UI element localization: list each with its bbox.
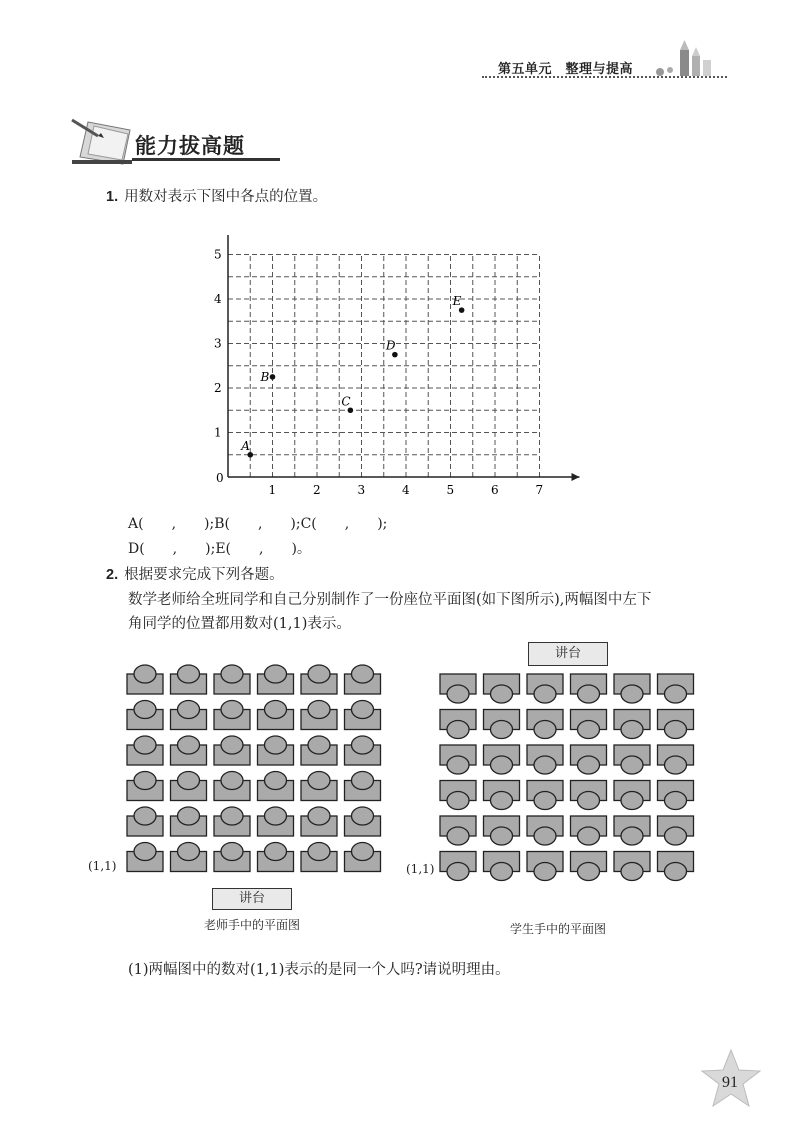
seat [214, 843, 250, 872]
student-head [621, 756, 643, 774]
x-tick-label: 0 [216, 471, 224, 485]
student-head [265, 807, 287, 825]
seat [440, 852, 476, 881]
seat [171, 807, 207, 836]
seat [571, 710, 607, 739]
seat [214, 807, 250, 836]
student-head [665, 721, 687, 739]
question-1 [106, 185, 327, 206]
seat [345, 843, 381, 872]
student-head [447, 863, 469, 881]
seat [127, 701, 163, 730]
seat [345, 772, 381, 801]
student-head [578, 863, 600, 881]
seat [614, 674, 650, 703]
x-tick-label: 4 [402, 483, 410, 497]
seat [658, 852, 694, 881]
answer-line-1: A( , );B( , );C( , ); [128, 516, 388, 532]
seat [258, 843, 294, 872]
seat [614, 781, 650, 810]
seat [571, 852, 607, 881]
x-tick-label: 7 [535, 483, 544, 497]
pencils-decoration-icon [640, 40, 730, 80]
seat [484, 745, 520, 774]
y-tick-label: 4 [214, 292, 222, 306]
y-tick-label: 3 [214, 336, 222, 351]
student-head [534, 792, 556, 810]
student-head [621, 792, 643, 810]
teacher-seat-plan [125, 662, 385, 884]
student-head [578, 756, 600, 774]
seat [527, 745, 563, 774]
student-head [134, 665, 156, 683]
student-head [265, 701, 287, 719]
seat [571, 674, 607, 703]
seat [301, 772, 337, 801]
student-head [447, 721, 469, 739]
student-head [265, 736, 287, 754]
seat [527, 674, 563, 703]
seat [258, 807, 294, 836]
section-title: 能力拔高题 [135, 134, 245, 158]
seat [527, 710, 563, 739]
notebook-pencil-icon [68, 112, 140, 172]
seat [171, 843, 207, 872]
student-head [265, 665, 287, 683]
student-head [621, 863, 643, 881]
unit-header: 第五单元 整理与提高 [498, 62, 634, 77]
seat [301, 843, 337, 872]
student-head [265, 843, 287, 861]
seat [571, 745, 607, 774]
seat [484, 710, 520, 739]
seat [127, 736, 163, 765]
question-2-description-line-2: 角同学的位置都用数对(1,1)表示。 [128, 616, 351, 632]
seat [258, 772, 294, 801]
student-head [178, 843, 200, 861]
student-head [491, 792, 513, 810]
student-head [134, 701, 156, 719]
student-head [621, 721, 643, 739]
seat [127, 807, 163, 836]
question-2-number: 2. [106, 567, 119, 583]
x-axis-arrow [572, 473, 580, 481]
seat [258, 665, 294, 694]
answer-line-2: D( , );E( , )。 [128, 541, 311, 557]
point-label-a: A [241, 438, 250, 453]
student-head [578, 827, 600, 845]
student-head [491, 863, 513, 881]
student-head [178, 772, 200, 790]
title-underline [132, 158, 280, 161]
seat [658, 781, 694, 810]
student-head [534, 721, 556, 739]
student-head [665, 756, 687, 774]
x-tick-label: 6 [491, 483, 499, 497]
student-head [534, 827, 556, 845]
seat [214, 665, 250, 694]
x-tick-label: 5 [446, 483, 455, 497]
question-2-description-line-1: 数学老师给全班同学和自己分别制作了一份座位平面图(如下图所示),两幅图中左下 [128, 592, 652, 608]
seat [527, 781, 563, 810]
student-head [308, 665, 330, 683]
seat [658, 745, 694, 774]
seat [440, 710, 476, 739]
student-head [221, 843, 243, 861]
student-head [134, 772, 156, 790]
student-head [308, 843, 330, 861]
student-head [352, 772, 374, 790]
seat [214, 701, 250, 730]
question-2-text: 根据要求完成下列各题。 [124, 567, 284, 583]
seat [171, 701, 207, 730]
seat [527, 816, 563, 845]
student-head [578, 685, 600, 703]
seat [440, 674, 476, 703]
student-head [621, 827, 643, 845]
seat [571, 816, 607, 845]
seat [214, 736, 250, 765]
point-c [348, 407, 354, 413]
student-head [447, 792, 469, 810]
point-d [392, 352, 398, 358]
point-e [459, 307, 465, 313]
seat [614, 816, 650, 845]
seat [614, 852, 650, 881]
student-head [534, 685, 556, 703]
seat [171, 736, 207, 765]
student-head [178, 736, 200, 754]
student-head [352, 701, 374, 719]
x-tick-label: 3 [357, 483, 366, 497]
student-head [447, 756, 469, 774]
student-head [352, 736, 374, 754]
student-head [621, 685, 643, 703]
seat [345, 807, 381, 836]
student-seat-plan [438, 670, 698, 892]
podium-teacher-plan: 讲台 [212, 888, 292, 910]
seat [614, 710, 650, 739]
seat [484, 781, 520, 810]
seat [484, 674, 520, 703]
student-head [352, 665, 374, 683]
question-1-text: 用数对表示下图中各点的位置。 [124, 189, 328, 205]
student-head [308, 701, 330, 719]
origin-label-teacher: (1,1) [88, 859, 117, 873]
sub-question-1: (1)两幅图中的数对(1,1)表示的是同一个人吗?请说明理由。 [128, 962, 510, 978]
seat [345, 665, 381, 694]
point-label-b: B [260, 369, 270, 384]
student-head [221, 736, 243, 754]
student-head [134, 843, 156, 861]
x-tick-label: 2 [313, 483, 321, 497]
seat [127, 843, 163, 872]
student-head [352, 843, 374, 861]
point-label-d: D [385, 338, 396, 353]
seat [658, 816, 694, 845]
seat [127, 772, 163, 801]
caption-teacher-plan: 老师手中的平面图 [204, 918, 301, 932]
y-tick-label: 1 [214, 425, 222, 440]
origin-label-student: (1,1) [406, 862, 435, 876]
seat [171, 772, 207, 801]
student-head [447, 685, 469, 703]
student-head [447, 827, 469, 845]
caption-student-plan: 学生手中的平面图 [510, 922, 607, 936]
student-head [221, 701, 243, 719]
seat [301, 807, 337, 836]
seat [127, 665, 163, 694]
seat [171, 665, 207, 694]
question-1-number: 1. [106, 189, 119, 205]
seat [345, 736, 381, 765]
seat [301, 701, 337, 730]
student-head [534, 863, 556, 881]
student-head [491, 685, 513, 703]
point-a [247, 452, 253, 458]
seat [614, 745, 650, 774]
student-head [178, 807, 200, 825]
point-label-c: C [341, 394, 351, 409]
seat [301, 665, 337, 694]
student-head [665, 863, 687, 881]
student-head [665, 827, 687, 845]
page-number: 91 [722, 1074, 738, 1091]
seat [484, 816, 520, 845]
seat [484, 852, 520, 881]
student-head [578, 792, 600, 810]
student-head [665, 685, 687, 703]
student-head [178, 701, 200, 719]
point-label-e: E [452, 294, 462, 309]
x-tick-label: 1 [268, 483, 277, 497]
point-b [270, 374, 276, 380]
coordinate-grid-chart [190, 235, 590, 500]
student-head [221, 772, 243, 790]
seat [214, 772, 250, 801]
seat [440, 745, 476, 774]
seat [345, 701, 381, 730]
student-head [665, 792, 687, 810]
student-head [534, 756, 556, 774]
student-head [178, 665, 200, 683]
student-head [134, 807, 156, 825]
student-head [578, 721, 600, 739]
seat [658, 710, 694, 739]
y-tick-label: 5 [214, 247, 222, 262]
student-head [491, 721, 513, 739]
seat [440, 816, 476, 845]
student-head [265, 772, 287, 790]
podium-student-plan: 讲台 [528, 642, 608, 666]
student-head [308, 807, 330, 825]
seat [301, 736, 337, 765]
student-head [352, 807, 374, 825]
student-head [308, 736, 330, 754]
student-head [491, 827, 513, 845]
y-tick-label: 2 [214, 381, 222, 395]
student-head [221, 807, 243, 825]
question-2 [106, 563, 284, 584]
student-head [221, 665, 243, 683]
student-head [308, 772, 330, 790]
seat [658, 674, 694, 703]
seat [440, 781, 476, 810]
seat [571, 781, 607, 810]
student-head [134, 736, 156, 754]
seat [258, 736, 294, 765]
seat [258, 701, 294, 730]
seat [527, 852, 563, 881]
student-head [491, 756, 513, 774]
